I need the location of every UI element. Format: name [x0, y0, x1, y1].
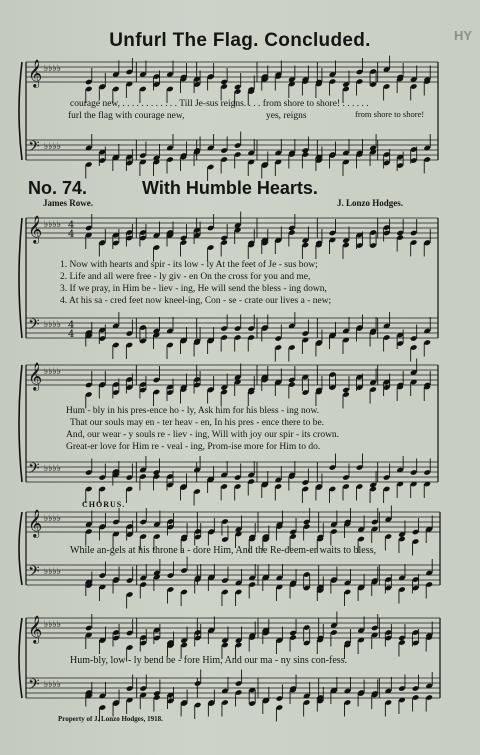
chorus-line-1: While an-gels at his throne a - dore Him, And the Re-deem-er waits to bless, [70, 545, 377, 556]
system-4-key-signature: ♭♭♭♭ [44, 620, 61, 630]
system-1-time-sig-bass: 4 [68, 329, 75, 340]
chorus-line-2: Hum-bly, low - ly bend be - fore Him, And our ma - ny sins con-fess. [70, 655, 348, 666]
system-3-treble-clef: 𝄞 [28, 509, 43, 537]
system-4-treble-clef: 𝄞 [28, 615, 43, 643]
system-4-bass-clef: 𝄢 [28, 676, 40, 697]
system-top-bass-clef: 𝄢 [28, 138, 40, 159]
system-2-key-signature-bass: ♭♭♭♭ [44, 464, 61, 474]
lyricist: James Rowe. [43, 198, 93, 208]
system-3-key-signature-bass: ♭♭♭♭ [44, 567, 61, 577]
system-1-time-sig: 4 [68, 229, 75, 240]
system-3-brace [19, 512, 22, 585]
system-4-key-signature-bass: ♭♭♭♭ [44, 680, 61, 690]
system-1-time-sig: 4 [68, 220, 75, 231]
system-1-time-sig-bass: 4 [68, 320, 75, 331]
system-top-key-signature-bass: ♭♭♭♭ [44, 142, 61, 152]
page-number: HY [453, 28, 472, 43]
system-top-key-signature: ♭♭♭♭ [44, 64, 61, 74]
system-1-bass-clef: 𝄢 [28, 316, 40, 337]
system-1-treble-clef: 𝄞 [28, 215, 43, 243]
system-2-bass-clef: 𝄢 [28, 460, 40, 481]
system-top-brace [19, 62, 22, 160]
verse-4-line-2: Great-er love for Him re - veal - ing, Prom-ise more for Him to do. [66, 442, 321, 452]
system-top-treble-clef: 𝄞 [28, 59, 43, 87]
system-1-key-signature-bass: ♭♭♭♭ [44, 320, 61, 330]
system-3-key-signature: ♭♭♭♭ [44, 514, 61, 524]
chorus-label: CHORUS. [82, 500, 126, 509]
verse-1-line-2: Hum - bly in his pres-ence ho - ly, Ask him for his bless - ing now. [66, 406, 320, 416]
system-1-brace [19, 218, 22, 338]
top-lyric-line-1: courage new, . . . . . . . . . . . . Till Je-sus reigns. . . . from shore to shore! . . . . . . [70, 99, 369, 109]
copyright-footer: Property of J. Lonzo Hodges, 1918. [58, 715, 163, 723]
hymn-title: With Humble Hearts. [142, 178, 318, 198]
top-lyric-line-2b: yes, reigns [266, 111, 307, 121]
top-lyric-line-2c: from shore to shore! [355, 109, 425, 119]
system-4-brace [19, 618, 22, 698]
system-1-key-signature: ♭♭♭♭ [44, 220, 61, 230]
system-2-brace [19, 365, 22, 482]
verse-3-line-2: And, our wear - y souls re - liev - ing, Will with joy our spir - its crown. [66, 430, 340, 440]
hymn-number: No. 74. [28, 178, 88, 198]
system-2-treble-clef: 𝄞 [28, 362, 43, 390]
verse-2-line-2: That our souls may en - ter heav - en, In his pres - ence there to be. [70, 418, 325, 428]
system-3-bass-clef: 𝄢 [28, 563, 40, 584]
composer: J. Lonzo Hodges. [337, 198, 404, 208]
page-title: Unfurl The Flag. Concluded. [109, 30, 371, 51]
verse-2-line-1: 2. Life and all were free - ly giv - en On the cross for you and me, [60, 272, 311, 282]
verse-1-line-1: 1. Now with hearts and spir - its low - ly At the feet of Je - sus bow; [60, 260, 318, 270]
system-2-key-signature: ♭♭♭♭ [44, 367, 61, 377]
top-lyric-line-2a: furl the flag with courage new, [68, 111, 185, 121]
verse-3-line-1: 3. If we pray, in Him be - liev - ing, He will send the bless - ing down, [60, 284, 327, 294]
verse-4-line-1: 4. At his sa - cred feet now kneel-ing, Con - se - crate our lives a - new; [60, 296, 332, 306]
